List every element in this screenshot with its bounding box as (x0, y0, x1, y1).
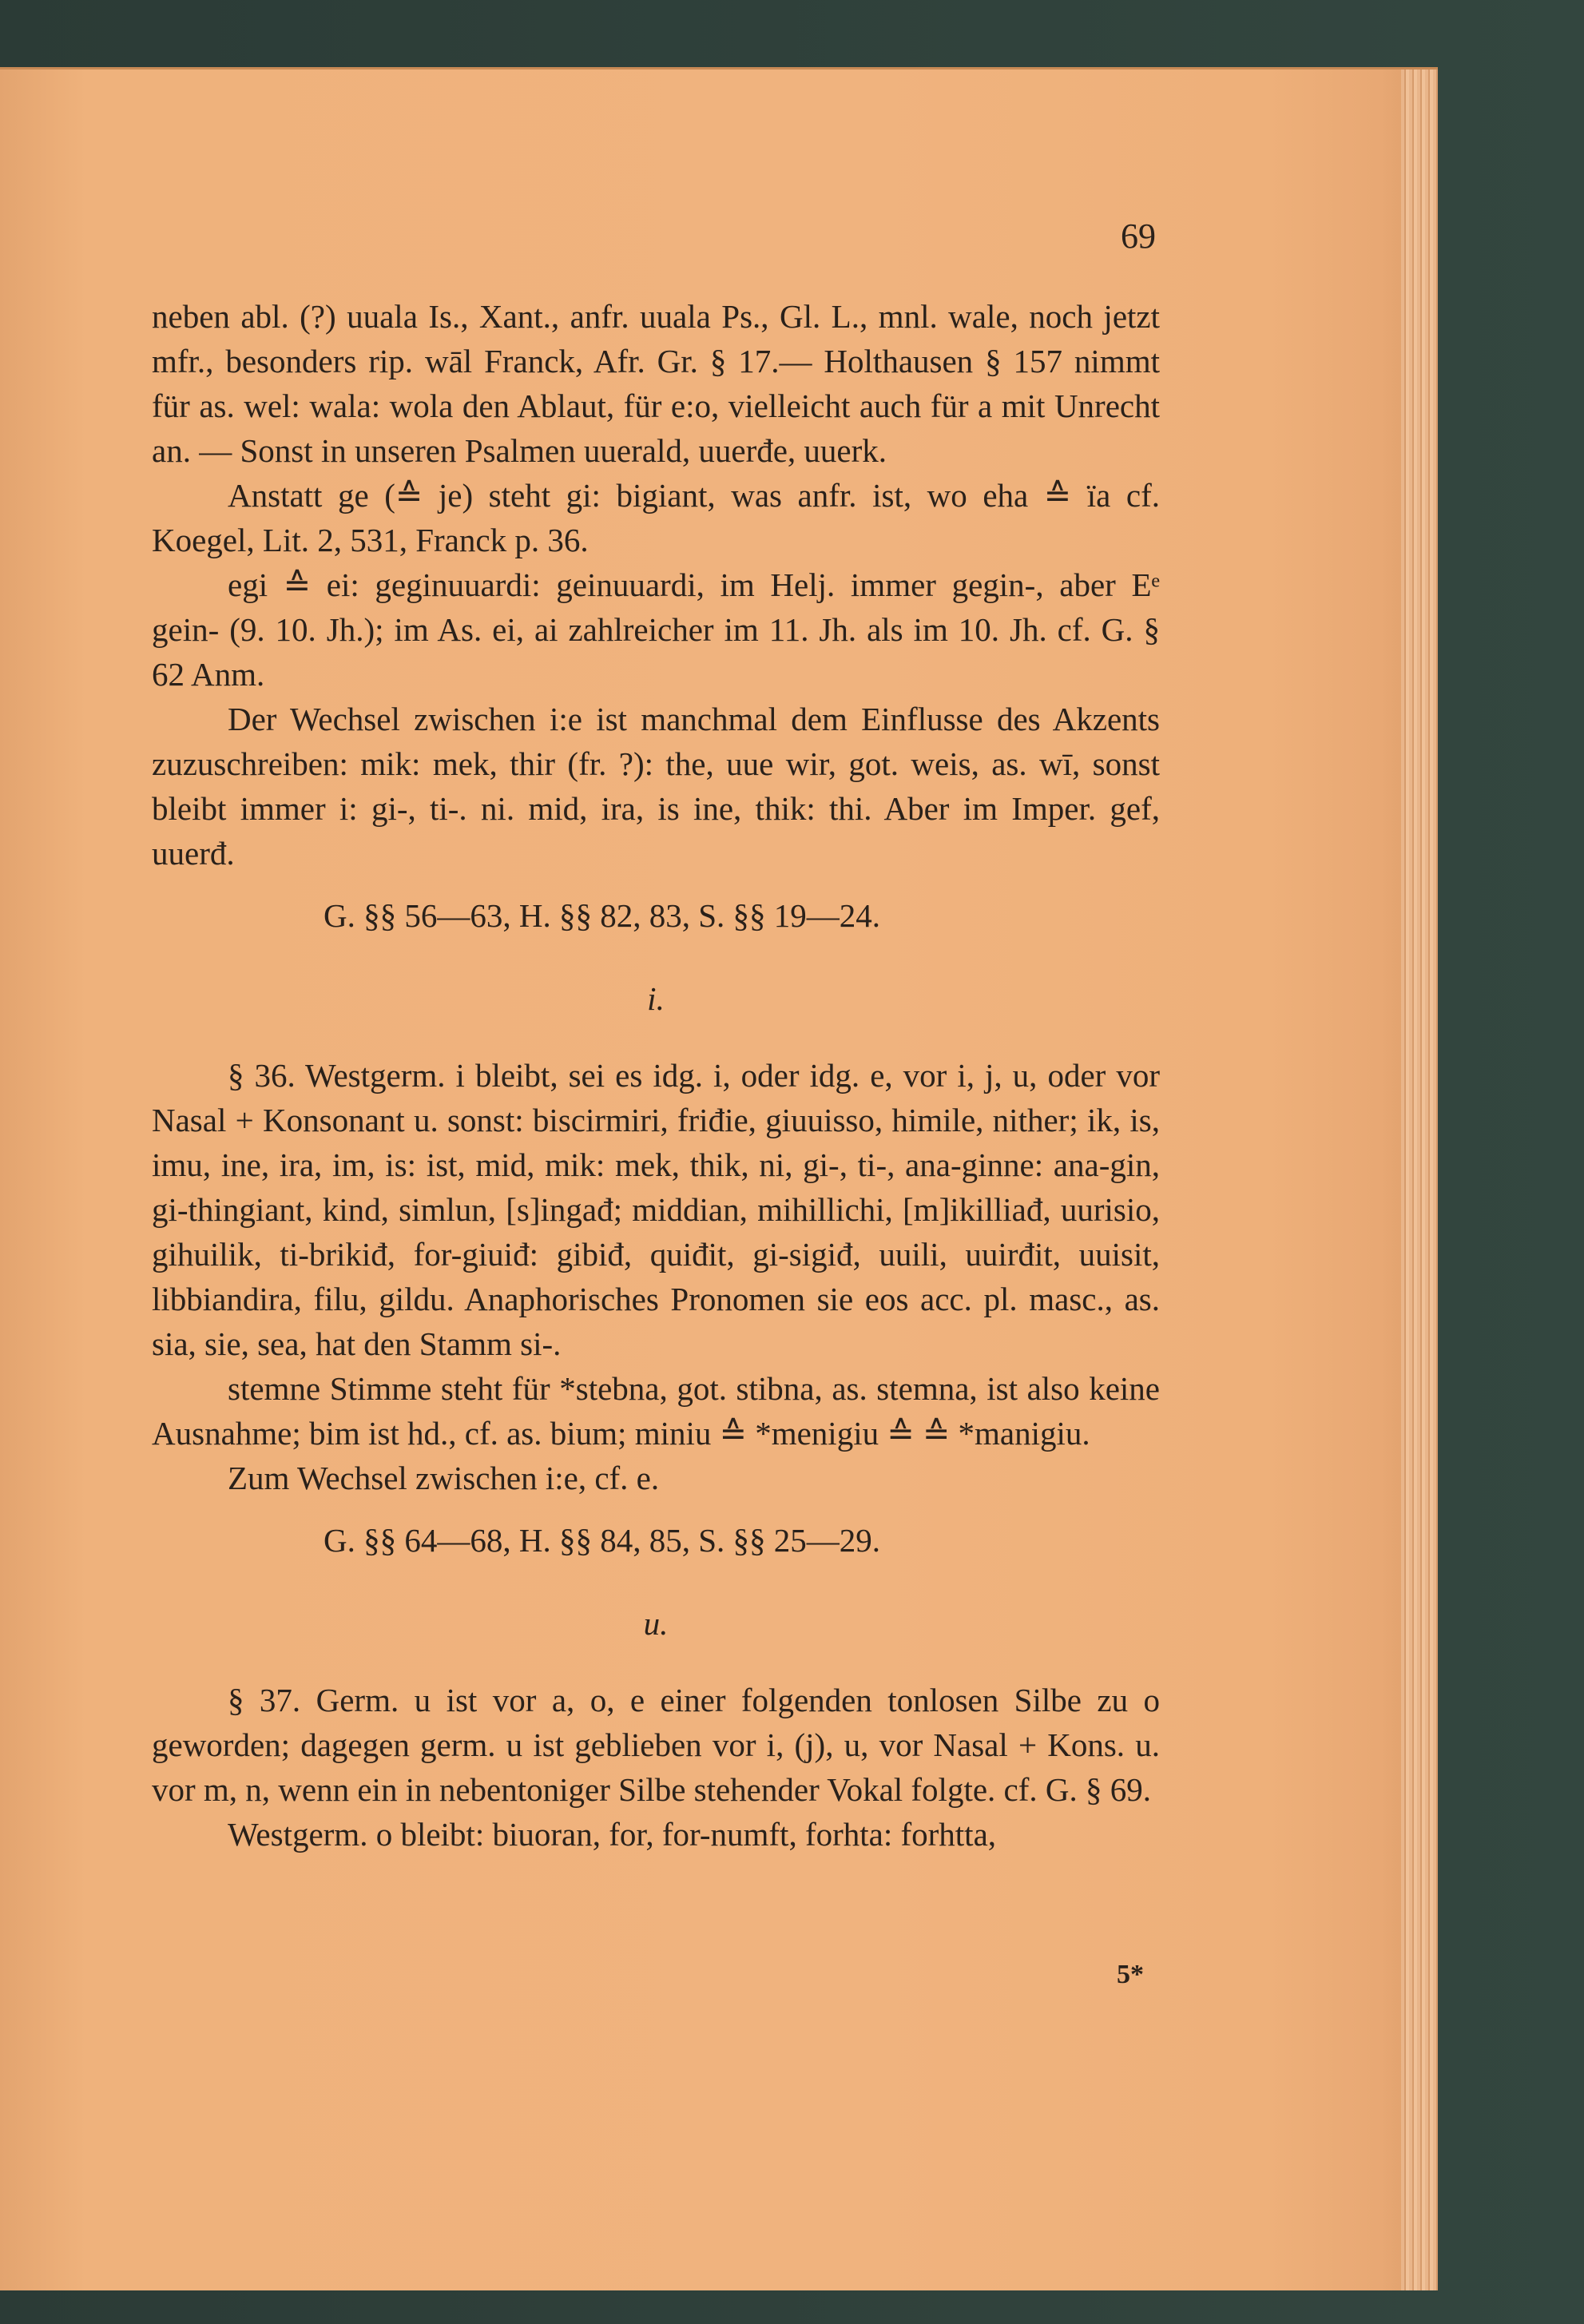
section-heading-i: i. (647, 980, 665, 1017)
reference-line-1: G. §§ 56—63, H. §§ 82, 83, S. §§ 19—24. (324, 897, 881, 934)
paragraph-4: Der Wechsel zwischen i:e ist manchmal dem Einflusse des Akzents zuzuschreiben: mik: mek, thir (fr. ?): the, uue wir, got. weis, as. wī, sonst bleibt immer i: gi-, ti-. ni. mid, ira, is ine, thik: thi. Aber im Imper. gef, uuerđ. (152, 701, 1160, 872)
paragraph-stemne: stemne Stimme steht für *stebna, got. stibna, as. stemna, ist also keine Ausnahme; bim ist hd., cf. as. bium; miniu ≙ *menigiu ≙ ≙ *manigiu. (152, 1370, 1160, 1452)
signature-mark: 5* (1117, 1960, 1144, 1989)
paragraph-1: neben abl. (?) uuala Is., Xant., anfr. uuala Ps., Gl. L., mnl. wale, noch jetzt mfr., besonders rip. wāl Franck, Afr. Gr. § 17.— Holthausen § 157 nimmt für as. wel: wala: wola den Ablaut, für e:o, vielleicht auch für a mit Unrecht an. — Sonst in unseren Psalmen uuerald, uuerđe, uuerk. (152, 298, 1160, 469)
paragraph-section-37: § 37. Germ. u ist vor a, o, e einer folgenden tonlosen Silbe zu o geworden; dagegen germ. u ist geblieben vor i, (j), u, vor Nasal + Kons. u. vor m, n, wenn ein in nebentoniger Silbe stehender Vokal folgte. cf. G. § 69. (152, 1682, 1160, 1808)
paragraph-3: egi ≙ ei: geginuuardi: geinuuardi, im Helj. immer gegin-, aber Eᵉ gein- (9. 10. Jh.); im As. ei, ai zahlreicher im 11. Jh. als im 10. Jh. cf. G. § 62 Anm. (152, 566, 1160, 693)
paragraph-wechsel: Zum Wechsel zwischen i:e, cf. e. (228, 1460, 660, 1496)
paragraph-section-36: § 36. Westgerm. i bleibt, sei es idg. i, oder idg. e, vor i, j, u, oder vor Nasal + Konsonant u. sonst: biscirmiri, friđie, giuuisso, himile, nither; ik, is, imu, ine, ira, im, is: ist, mid, mik: mek, thik, ni, gi-, ti-, ana-ginne: ana-gin, gi-thingiant, kind, simlun, [s]ingađ; middian, mihillichi, [m]ikilliađ, uurisio, gihuilik, ti-brikiđ, for-giuiđ: gibiđ, quiđit, gi-sigiđ, uuili, uuirđit, uuisit, libbiandira, filu, gildu. Anaphorisches Pronomen sie eos acc. pl. masc., as. sia, sie, sea, hat den Stamm si-. (152, 1057, 1160, 1362)
page-number: 69 (1121, 217, 1156, 256)
reference-line-2: G. §§ 64—68, H. §§ 84, 85, S. §§ 25—29. (324, 1522, 881, 1559)
paragraph-2: Anstatt ge (≙ je) steht gi: bigiant, was anfr. ist, wo eha ≙ ïa cf. Koegel, Lit. 2, 531, Franck p. 36. (152, 477, 1160, 558)
section-heading-u: u. (643, 1605, 669, 1642)
page-body (152, 294, 1160, 1857)
paragraph-westgerm-o: Westgerm. o bleibt: biuoran, for, for-numft, forhta: forhtta, (228, 1816, 997, 1853)
page-edges (1401, 70, 1438, 2290)
